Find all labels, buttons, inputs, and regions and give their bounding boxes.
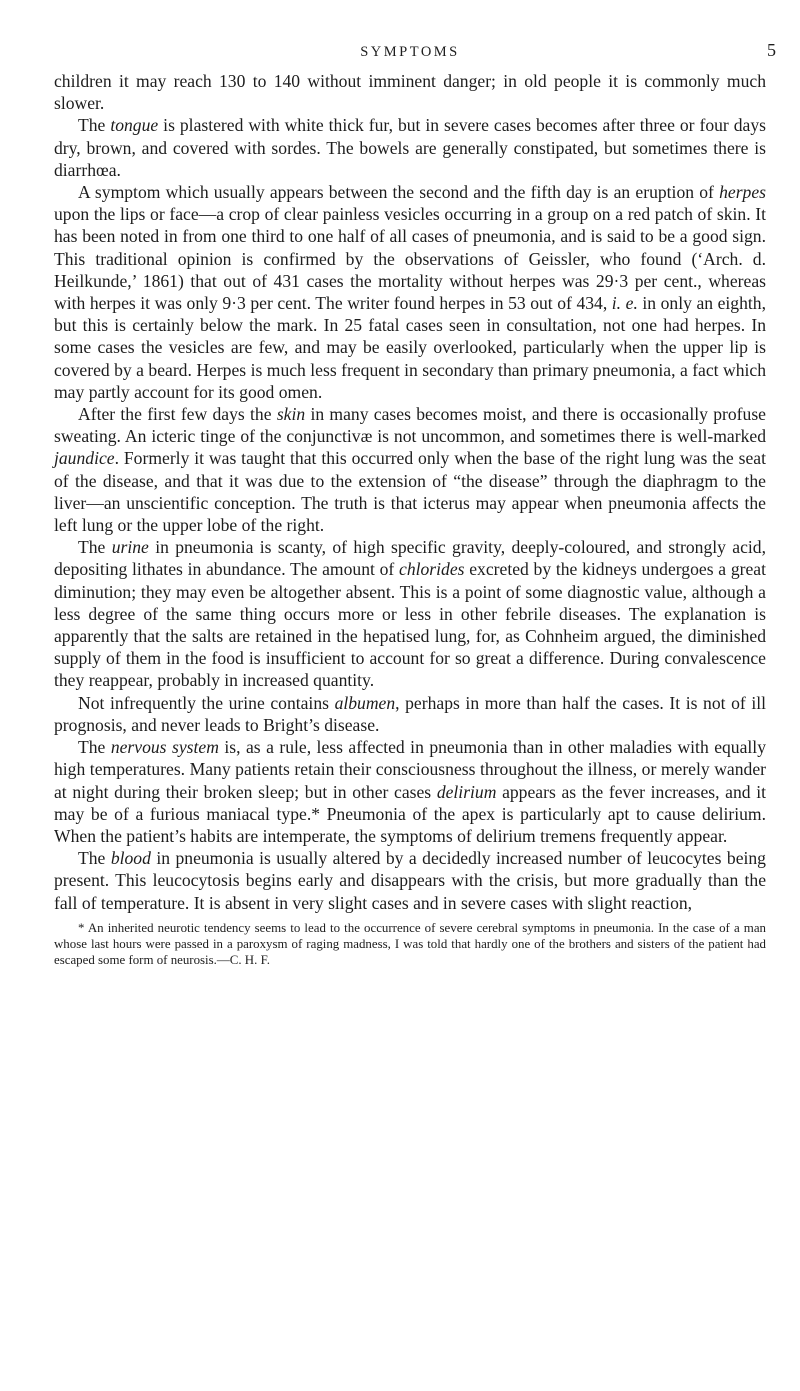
text-run: in only an eighth, but this is certainly below the mark. In 25 fatal cases seen in consultation, not one had herpes. In some cases the vesicles are few, and may be easily overlooked, particularly when the upper lip is covered by a beard. Herpes is much less frequent in secondary than primary pneumonia, a fact which may partly account for its good omen.: [54, 293, 766, 402]
text-run: in pneumonia is usually altered by a decidedly increased number of leucocytes being present. This leucocytosis begins early and disappears with the crisis, but more gradually than the fall of temperature. It is absent in very slight cases and in severe cases with slight reaction,: [54, 848, 766, 913]
running-head: SYMPTOMS: [360, 44, 460, 60]
text-run: The: [78, 848, 111, 869]
text-run: appears as the fever increases, and it may be of a furious maniacal type.* Pneumonia of the apex is particularly apt to cause delirium. When the patient’s habits are intemperate, the symptoms of delirium tremens frequently appear.: [54, 781, 766, 846]
text-run: in many cases becomes moist, and there is occasionally profuse sweating. An icteric tinge of the conjunctivæ is not uncommon, and sometimes there is well-marked: [54, 404, 766, 447]
italic-term: i. e.: [611, 293, 638, 314]
footnote: [54, 920, 766, 969]
body-text: [54, 70, 766, 914]
footnote-text: * An inherited neurotic tendency seems to lead to the occurrence of severe cerebral symptoms in pneumonia. In the case of a man whose last hours were passed in a paroxysm of raging madness, I was told that hardly one of the brothers and sisters of the patient had escaped some form of neurosis.—C. H. F.: [54, 920, 766, 968]
paragraph: [54, 403, 766, 536]
italic-term: herpes: [719, 182, 766, 203]
page-header: [54, 0, 776, 70]
text-run: upon the lips or face—a crop of clear painless vesicles occurring in a group on a red patch of skin. It has been noted in from one third to one half of all cases of pneumonia, and is said to be a good sign. This traditional opinion is confirmed by the observations of Geissler, who found (‘Arch. d. Heilkunde,’ 1861) that out of 431 cases the mortality without herpes was 29·3 per cent., whereas with herpes it was only 9·3 per cent. The writer found herpes in 53 out of 434,: [54, 204, 766, 314]
text-run: . Formerly it was taught that this occurred only when the base of the right lung was the seat of the disease, and that it was due to the extension of “the disease” through the diaphragm to the liver—an unscientific conception. The truth is that icterus may appear when pneumonia affects the left lung or the upper lobe of the right.: [54, 448, 766, 536]
paragraph: [54, 181, 766, 403]
text-run: is, as a rule, less affected in pneumonia than in other maladies with equally high temperatures. Many patients retain their consciousness throughout the illness, or merely wander at night during their broken sleep; but in other cases: [54, 737, 766, 802]
paragraph: [54, 847, 766, 914]
paragraph: [54, 692, 766, 736]
italic-term: blood: [110, 848, 151, 869]
italic-term: albumen: [334, 692, 396, 713]
text-run: The: [78, 537, 112, 558]
text-run: After the first few days the: [78, 404, 277, 425]
italic-term: nervous system: [110, 737, 219, 758]
italic-term: skin: [276, 404, 306, 425]
paragraph: [54, 70, 766, 114]
page-number: 5: [767, 40, 776, 60]
text-run: The: [78, 737, 111, 758]
italic-term: delirium: [436, 781, 497, 802]
text-run: in pneumonia is scanty, of high specific gravity, deeply-coloured, and strongly acid, depositing lithates in abundance. The amount of: [54, 537, 766, 580]
paragraph: [54, 536, 766, 691]
italic-term: chlorides: [399, 559, 465, 580]
text-run: children it may reach 130 to 140 without imminent danger; in old people it is commonly much slower.: [54, 71, 766, 114]
text-run: , perhaps in more than half the cases. It is not of ill prognosis, and never leads to Bright’s disease.: [54, 692, 766, 735]
paragraph: [54, 114, 766, 181]
text-run: A symptom which usually appears between the second and the fifth day is an eruption of: [78, 182, 720, 203]
italic-term: jaundice: [54, 448, 115, 469]
italic-term: tongue: [110, 115, 159, 136]
text-run: is plastered with white thick fur, but in severe cases becomes after three or four days dry, brown, and covered with sordes. The bowels are generally constipated, but sometimes there is diarrhœa.: [54, 115, 766, 180]
text-run: The: [78, 115, 111, 136]
italic-term: urine: [111, 537, 149, 558]
text-run: excreted by the kidneys undergoes a great diminution; they may even be altogether absent. This is a point of some diagnostic value, although a less degree of the same thing occurs more or less in other febrile diseases. The explanation is apparently that the salts are retained in the hepatised lung, for, as Cohnheim argued, the diminished supply of them in the food is insufficient to account for so great a difference. During convalescence they reappear, probably in increased quantity.: [54, 559, 766, 691]
book-page: [54, 0, 776, 968]
paragraph: [54, 736, 766, 847]
text-run: Not infrequently the urine contains: [78, 692, 335, 713]
